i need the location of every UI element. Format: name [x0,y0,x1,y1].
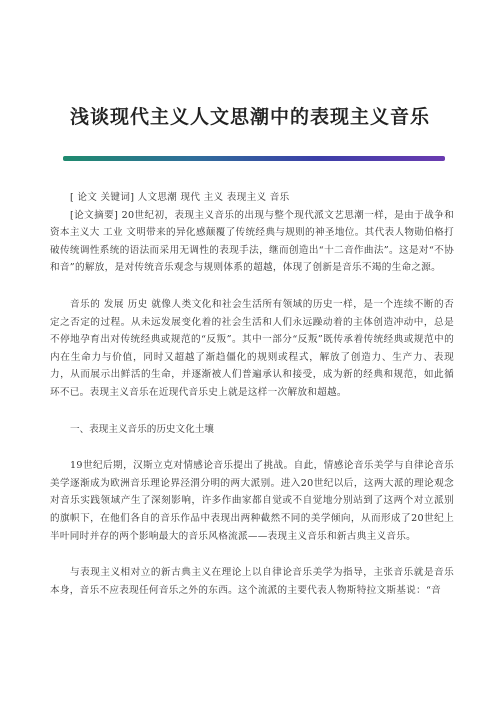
title-divider [63,156,445,161]
document-body [50,189,454,618]
document-title: 浅谈现代主义人文思潮中的表现主义音乐 [69,106,430,128]
body-paragraph-3: 与表现主义相对立的新古典主义在理论上以自律论音乐美学为指导，主张音乐就是音乐本身，音乐不应表现任何音乐之外的东西。这个流派的主要代表人物斯特拉文斯基说：“音 [50,567,454,596]
abstract: [论文摘要] 20世纪初，表现主义音乐的出现与整个现代派文艺思潮一样，是由于战争和资本主义大 工业 文明带来的异化感颠覆了传统经典与规则的神圣地位。其代表人物勋伯格打破传统调性系统的语法而采用无调性的表现手法，继而创造出“十二音作曲法”。这是对“不协和音”的解放，是对传统音乐观念与规则体系的超越，体现了创新是音乐不竭的生命之源。 [50,209,454,274]
section-heading-1: 一、表现主义音乐的历史文化土壤 [70,423,214,435]
keywords-line: [ 论文 关键词] 人文思潮 现代 主义 表现主义 音乐 [70,192,290,203]
body-paragraph-1: 音乐的 发展 历史 就像人类文化和社会生活所有领域的历史一样，是一个连续不断的否定之否定的过程。从未远发展变化着的社会生活和人们永远躁动着的主体创造冲动中，总是不停地孕育出对传统经典或规范的“反叛”。其中一部分“反叛”既传承着传统经典或规范中的内在生命力与价值，同时又超越了渐趋僵化的规则或程式，解放了创造力、生产力、表现力，从而展示出鲜活的生命，并逐渐被人们普遍承认和接受，成为新的经典和规范，如此循环不已。表现主义音乐在近现代音乐史上就是这样一次解放和超越。 [50,298,454,398]
body-paragraph-2: 19世纪后期，汉斯立克对情感论音乐提出了挑战。自此，情感论音乐美学与自律论音乐美学逐渐成为欧洲音乐理论界泾渭分明的两大派别。进入20世纪以后，这两大派的理论观念对音乐实践领域产生了深刻影响，许多作曲家都自觉或不自觉地分别站到了这两个对立派别的旗帜下，在他们各自的音乐作品中表现出两种截然不同的美学倾向，从而形成了20世纪上半叶同时并存的两个影响最大的音乐风格流派——表现主义音乐和新古典主义音乐。 [50,460,454,542]
